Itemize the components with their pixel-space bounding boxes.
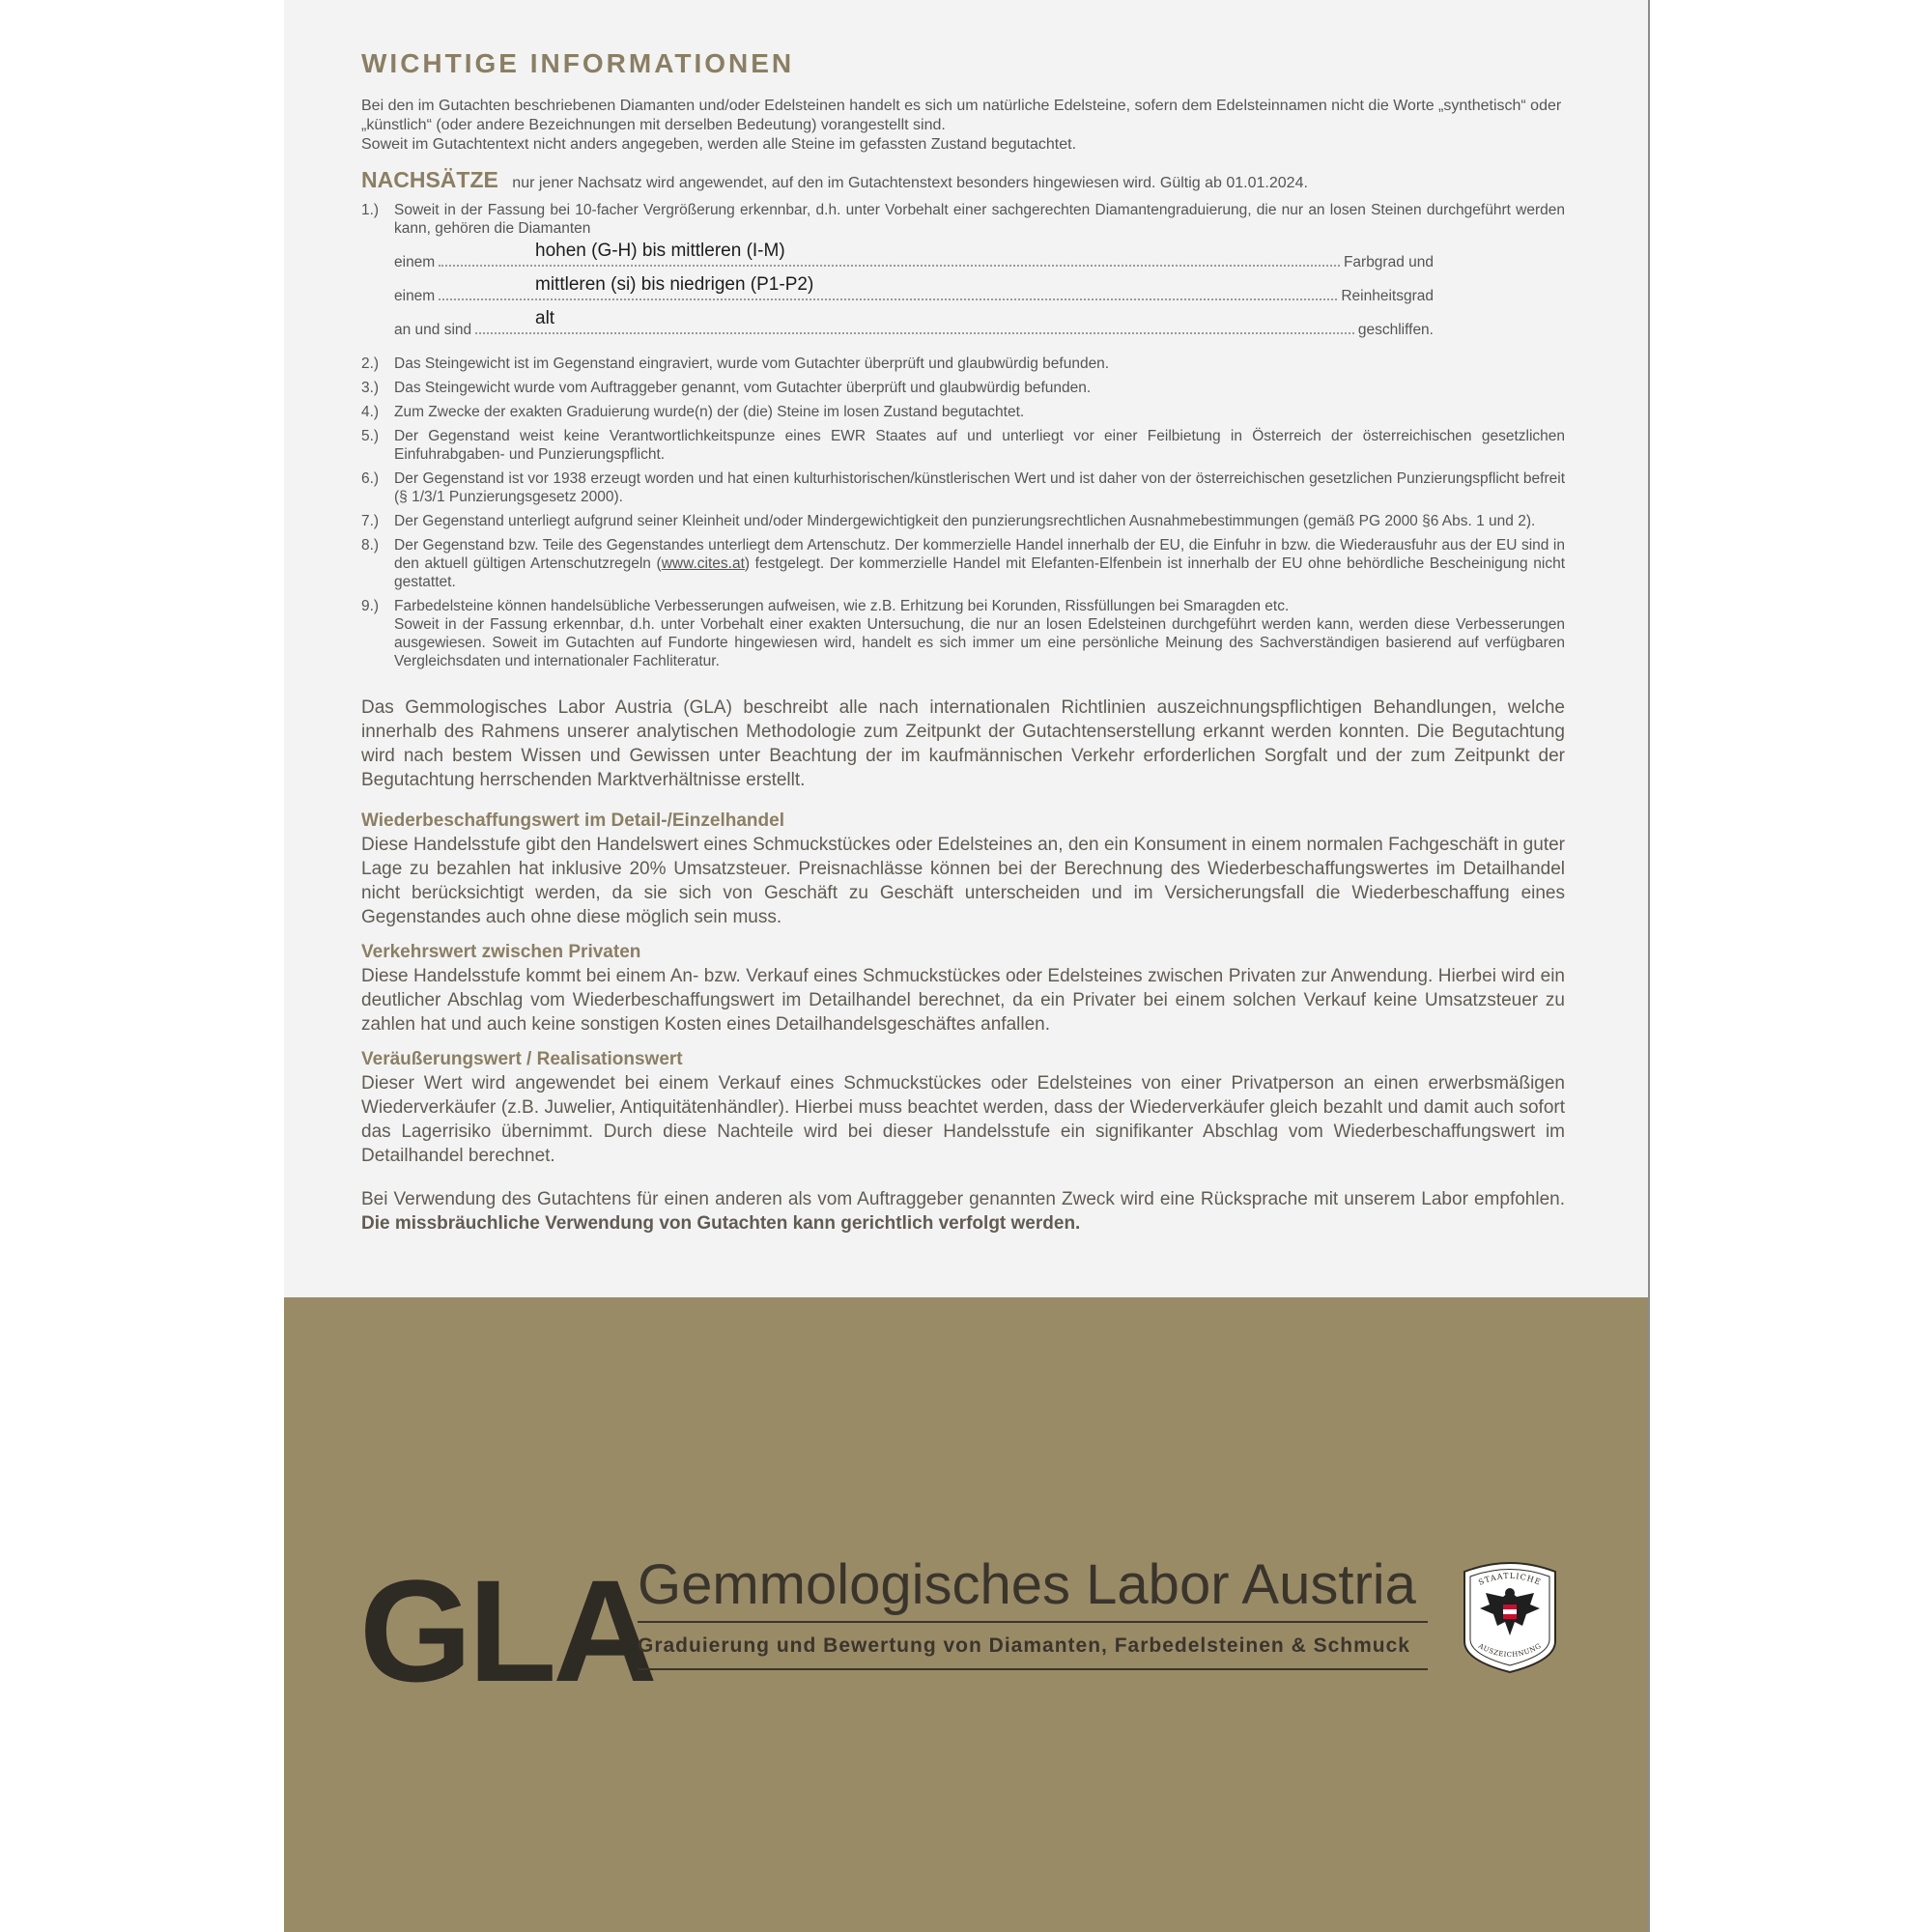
dotted-line: [439, 298, 1337, 300]
item-text: Das Steingewicht wurde vom Auftraggeber genannt, vom Gutachter überprüft und glaubwürdig befunden.: [394, 380, 1092, 396]
list-item-3: [361, 379, 1565, 397]
fill-suffix: geschliffen.: [1357, 322, 1434, 338]
section-body-wiederbeschaffungswert: Diese Handelsstufe gibt den Handelswert eines Schmuckstückes oder Edelsteines an, den ein Konsument in einem normalen Fachgeschäft in guter Lage zu bezahlen hat inklusive 20% Umsatzsteuer. Preisnachlässe können bei der Berechnung des Wiederbeschaffungswertes im Detailhandel nicht berücksichtigt werden, da sie sich von Geschäft zu Geschäft unterscheiden und im Versicherungsfall die Wiederbeschaffung eines Gegenstandes auch ohne diese möglich sein muss.: [361, 835, 1565, 927]
clarity-grade-line: [394, 271, 1565, 305]
nachsaetze-header: [361, 168, 1565, 195]
nachsaetze-subtitle: nur jener Nachsatz wird angewendet, auf den im Gutachtenstext besonders hingewiesen wird. Gültig ab 01.01.2024.: [512, 175, 1308, 191]
fill-suffix: Reinheitsgrad: [1341, 288, 1434, 304]
clarity-grade-value: mittleren (si) bis niedrigen (P1-P2): [535, 274, 814, 295]
item-text-line-1: Farbedelsteine können handelsübliche Verbesserungen aufweisen, wie z.B. Erhitzung bei Korunden, Rissfüllungen bei Smaragden etc.: [394, 598, 1290, 614]
fill-label: einem: [394, 254, 436, 270]
item-number: 4.): [361, 404, 380, 420]
section-body-verkehrswert: Diese Handelsstufe kommt bei einem An- bzw. Verkauf eines Schmuckstückes oder Edelsteines zwischen Privaten zur Anwendung. Hierbei wird ein deutlicher Abschlag vom Wiederbeschaffungswert im Detailhandel berechnet, da ein Privater bei einem solchen Verkauf keine Umsatzsteuer zu zahlen hat und auch keine sonstigen Kosten eines Detailhandelsgeschäftes anfallen.: [361, 966, 1565, 1035]
item-text: Der Gegenstand ist vor 1938 erzeugt worden und hat einen kulturhistorischen/künstlerischen Wert und ist daher von der österreichischen gesetzlichen Punzierungspflicht befreit (§ 1/3/1 Punzierungsgesetz 2000).: [394, 470, 1565, 505]
section-title-wiederbeschaffungswert: Wiederbeschaffungswert im Detail-/Einzelhandel: [361, 810, 784, 831]
nachsaetze-title: NACHSÄTZE: [361, 167, 498, 192]
color-grade-line: [394, 238, 1565, 271]
item-number: 2.): [361, 355, 380, 372]
list-item-7: [361, 512, 1565, 530]
section-title-veraeusserungswert: Veräußerungswert / Realisationswert: [361, 1049, 683, 1069]
item-number: 6.): [361, 470, 380, 487]
divider: [638, 1668, 1428, 1670]
list-item-4: [361, 403, 1565, 421]
list-item-2: [361, 355, 1565, 373]
item-number: 9.): [361, 598, 380, 614]
gla-paragraph: Das Gemmologisches Labor Austria (GLA) beschreibt alle nach internationalen Richtlinien auszeichnungspflichtigen Behandlungen, welche innerhalb des Rahmens unserer analytischen Methodologie zum Zeitpunkt der Gutachtenserstellung erkannt werden konnten. Die Begutachtung wird nach bestem Wissen und Gewissen unter Beachtung der im kaufmännischen Verkehr erforderlichen Sorgfalt und der zum Zeitpunkt der Begutachtung herrschenden Marktverhältnisse erstellt.: [361, 697, 1565, 790]
section-title-verkehrswert: Verkehrswert zwischen Privaten: [361, 942, 641, 962]
item-text: Der Gegenstand weist keine Verantwortlichkeitspunze eines EWR Staates auf und unterliegt vor einer Feilbietung in Österreich der österreichischen gesetzlichen Einfuhrabgaben- und Punzierungspflicht.: [394, 428, 1565, 463]
closing-warning: Die missbräuchliche Verwendung von Gutachten kann gerichtlich verfolgt werden.: [361, 1213, 1081, 1234]
closing-text: Bei Verwendung des Gutachtens für einen anderen als vom Auftraggeber genannten Zweck wird eine Rücksprache mit unserem Labor empfohlen.: [361, 1189, 1565, 1209]
document-sheet: [284, 0, 1650, 1932]
gla-logo: GLA: [359, 1549, 654, 1712]
item-text: [394, 536, 1565, 591]
fill-suffix: Farbgrad und: [1343, 254, 1434, 270]
svg-text:AUSZEICHNUNG: AUSZEICHNUNG: [1477, 1641, 1543, 1660]
item-number: 7.): [361, 513, 380, 529]
svg-text:STAATLICHE: STAATLICHE: [1477, 1571, 1543, 1587]
page-title: WICHTIGE INFORMATIONEN: [361, 48, 795, 78]
list-item-6: [361, 469, 1565, 506]
cut-line: [394, 305, 1565, 339]
dotted-line: [439, 264, 1340, 267]
lab-tagline: Graduierung und Bewertung von Diamanten, Farbedelsteinen & Schmuck: [638, 1634, 1410, 1657]
item-text-line-2: Soweit in der Fassung erkennbar, d.h. unter Vorbehalt einer exakten Untersuchung, die nur an losen Edelsteinen durchgeführt werden kann, werden diese Verbesserungen ausgewiesen. Soweit im Gutachten auf Fundorte hingewiesen wird, handelt es sich immer um eine persönliche Meinung des Sachverständigen basierend auf verfügbaren Vergleichsdaten und internationaler Fachliteratur.: [394, 616, 1565, 669]
item-number: 3.): [361, 380, 380, 396]
item-text-after: ) festgelegt. Der kommerzielle Handel mit Elefanten-Elfenbein ist innerhalb der EU ohne behördliche Bescheinigung nicht gestattet.: [394, 555, 1565, 590]
austrian-eagle-icon: [1459, 1558, 1561, 1674]
item-number: 5.): [361, 428, 380, 444]
document-content: [361, 48, 1565, 1236]
item-text-before: Der Gegenstand bzw. Teile des Gegenstandes unterliegt dem Artenschutz. Der kommerzielle Handel innerhalb der EU, die Einfuhr in bzw. die Wiederausfuhr aus der EU sind in den aktuell gültigen Artenschutzregeln (: [394, 537, 1565, 572]
item-number: 1.): [361, 202, 380, 218]
lab-name: Gemmologisches Labor Austria: [638, 1553, 1416, 1616]
fill-label: einem: [394, 288, 436, 304]
divider: [638, 1621, 1428, 1623]
cut-value: alt: [535, 308, 555, 328]
list-item-9: [361, 597, 1565, 670]
list-item-8: [361, 536, 1565, 591]
item-text: Soweit in der Fassung bei 10-facher Vergrößerung erkennbar, d.h. unter Vorbehalt einer sachgerechten Diamantengraduierung, die nur an losen Steinen durchgeführt werden kann, gehören die Diamanten: [394, 202, 1565, 237]
section-body-veraeusserungswert: Dieser Wert wird angewendet bei einem Verkauf eines Schmuckstückes oder Edelsteines von einer Privatperson an einen erwerbsmäßigen Wiederverkäufer (z.B. Juwelier, Antiquitätenhändler). Hierbei muss beachtet werden, dass der Wiederverkäufer gleich bezahlt und damit auch sofort das Lagerrisiko übernimmt. Durch diese Nachteile wird bei dieser Handelsstufe ein signifikanter Abschlag vom Wiederbeschaffungswert im Detailhandel berechnet.: [361, 1073, 1565, 1166]
color-grade-value: hohen (G-H) bis mittleren (I-M): [535, 241, 785, 261]
item-text: Das Steingewicht ist im Gegenstand eingraviert, wurde vom Gutachter überprüft und glaubwürdig befunden.: [394, 355, 1110, 372]
cites-link[interactable]: www.cites.at: [661, 555, 745, 572]
list-item-1: [361, 201, 1565, 339]
list-item-5: [361, 427, 1565, 464]
footer-band: [284, 1297, 1648, 1932]
item-number: 8.): [361, 537, 380, 554]
intro-paragraph-1: Bei den im Gutachten beschriebenen Diamanten und/oder Edelsteinen handelt es sich um natürliche Edelsteine, sofern dem Edelsteinnamen nicht die Worte „synthetisch“ oder „künstlich“ (oder andere Bezeichnungen mit derselben Bedeutung) vorangestellt sind.: [361, 98, 1562, 133]
dotted-line: [475, 331, 1354, 334]
item-text: Der Gegenstand unterliegt aufgrund seiner Kleinheit und/oder Mindergewichtigkeit den punzierungsrechtlichen Ausnahmebestimmungen (gemäß PG 2000 §6 Abs. 1 und 2).: [394, 513, 1536, 529]
intro-paragraph-2: Soweit im Gutachtentext nicht anders angegeben, werden alle Steine im gefassten Zustand begutachtet.: [361, 136, 1077, 153]
closing-paragraph: [361, 1187, 1565, 1236]
item-text: Zum Zwecke der exakten Graduierung wurde(n) der (die) Steine im losen Zustand begutachtet.: [394, 404, 1025, 420]
fill-label: an und sind: [394, 322, 472, 338]
